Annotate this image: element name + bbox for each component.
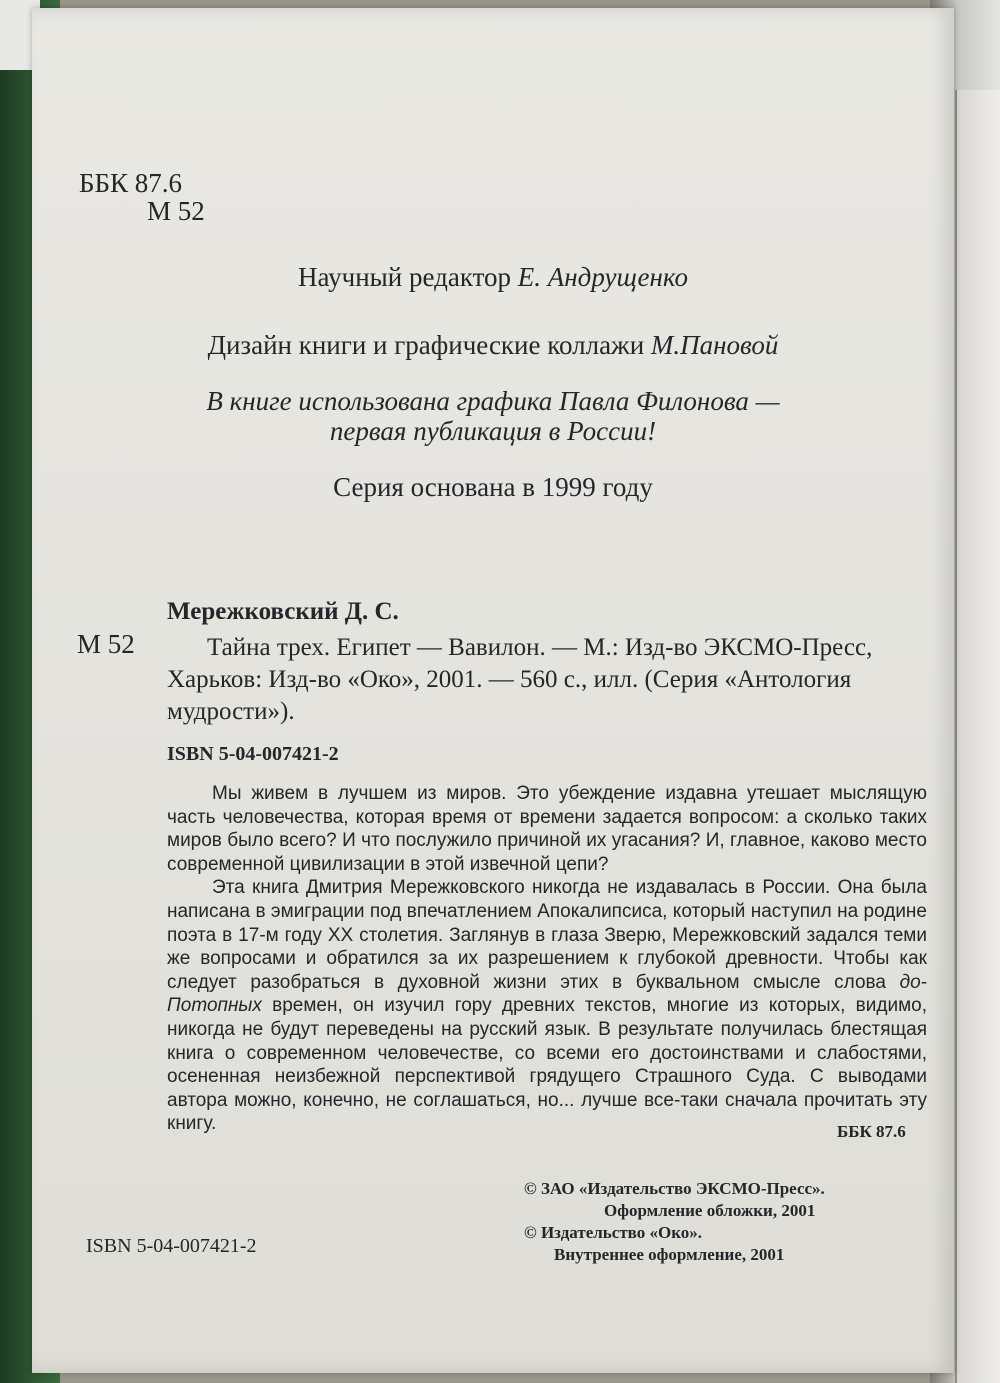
annotation-paragraph-2 xyxy=(167,876,927,1136)
annotation-italic: до-Потопных xyxy=(167,971,927,1017)
book-page xyxy=(32,8,954,1373)
annotation-text: Эта книга Дмитрия Мережковского никогда не издавалась в России. Она была написана в эмиграции под впечатлением Апокалипсиса, который наступил на родине поэта в 17-м году XX столетия. Заглянув в глаза Зверю, Мережковский задался теми же вопросами и обратился за их разрешением к глубокой древности. Чтобы как следует разобраться в духовной жизни этих в буквальном смысле слова xyxy=(167,877,927,993)
copyright-eksmo: © ЗАО «Издательство ЭКСМО-Пресс». xyxy=(524,1179,825,1198)
annotation-paragraph-1: Мы живем в лучшем из миров. Это убеждение издавна утешает мыслящую часть человечества, которая время от времени задается вопросом: а сколько таких миров было всего? И что послужило причиной их угасания? И, главное, каково место современной цивилизации в этой извечной цепи? xyxy=(167,783,927,875)
graphics-note-line1: В книге использована графика Павла Филонова — xyxy=(206,386,780,416)
scientific-editor xyxy=(32,262,954,293)
design-label: Дизайн книги и графические коллажи xyxy=(207,330,645,360)
annotation xyxy=(167,782,927,1136)
book-design-credit xyxy=(32,330,954,361)
design-name: М.Пановой xyxy=(650,330,779,360)
footer-isbn: ISBN 5-04-007421-2 xyxy=(86,1235,257,1257)
catalog-isbn: ISBN 5-04-007421-2 xyxy=(167,743,339,765)
copyright-oko: © Издательство «Око». xyxy=(524,1223,703,1242)
copyright-block xyxy=(524,1178,825,1266)
series-founded-note: Серия основана в 1999 году xyxy=(333,472,653,502)
copyright-eksmo-sub: Оформление обложки, 2001 xyxy=(604,1201,816,1220)
author-mark: М 52 xyxy=(147,196,205,226)
catalog-author: Мережковский Д. С. xyxy=(167,598,399,625)
editor-name: Е. Андрущенко xyxy=(517,262,688,292)
copyright-oko-sub: Внутреннее оформление, 2001 xyxy=(554,1245,785,1264)
graphics-note-line2: первая публикация в России! xyxy=(329,416,657,446)
annotation-text: времен, он изучил гору древних текстов, многие из которых, видимо, никогда не будут переведены на русский язык. В результате получилась блестящая книга о современном человечестве, со всеми его достоинствами и слабостями, осененная неизбежной перспективой грядущего Страшного Суда. С выводами автора можно, конечно, не соглашаться, но... лучше все-таки сначала прочитать эту книгу. xyxy=(167,995,927,1135)
editor-label: Научный редактор xyxy=(298,262,512,292)
bbk-code: ББК 87.6 xyxy=(79,168,183,198)
catalog-code: М 52 xyxy=(77,629,135,659)
facing-page-edge xyxy=(955,90,1000,1383)
catalog-description: Тайна трех. Египет — Вавилон. — М.: Изд-во ЭКСМО-Пресс, Харьков: Изд-во «Око», 2001. — 560 с., илл. (Серия «Антология мудрости»). xyxy=(167,634,873,725)
footer-bbk: ББК 87.6 xyxy=(837,1122,906,1141)
